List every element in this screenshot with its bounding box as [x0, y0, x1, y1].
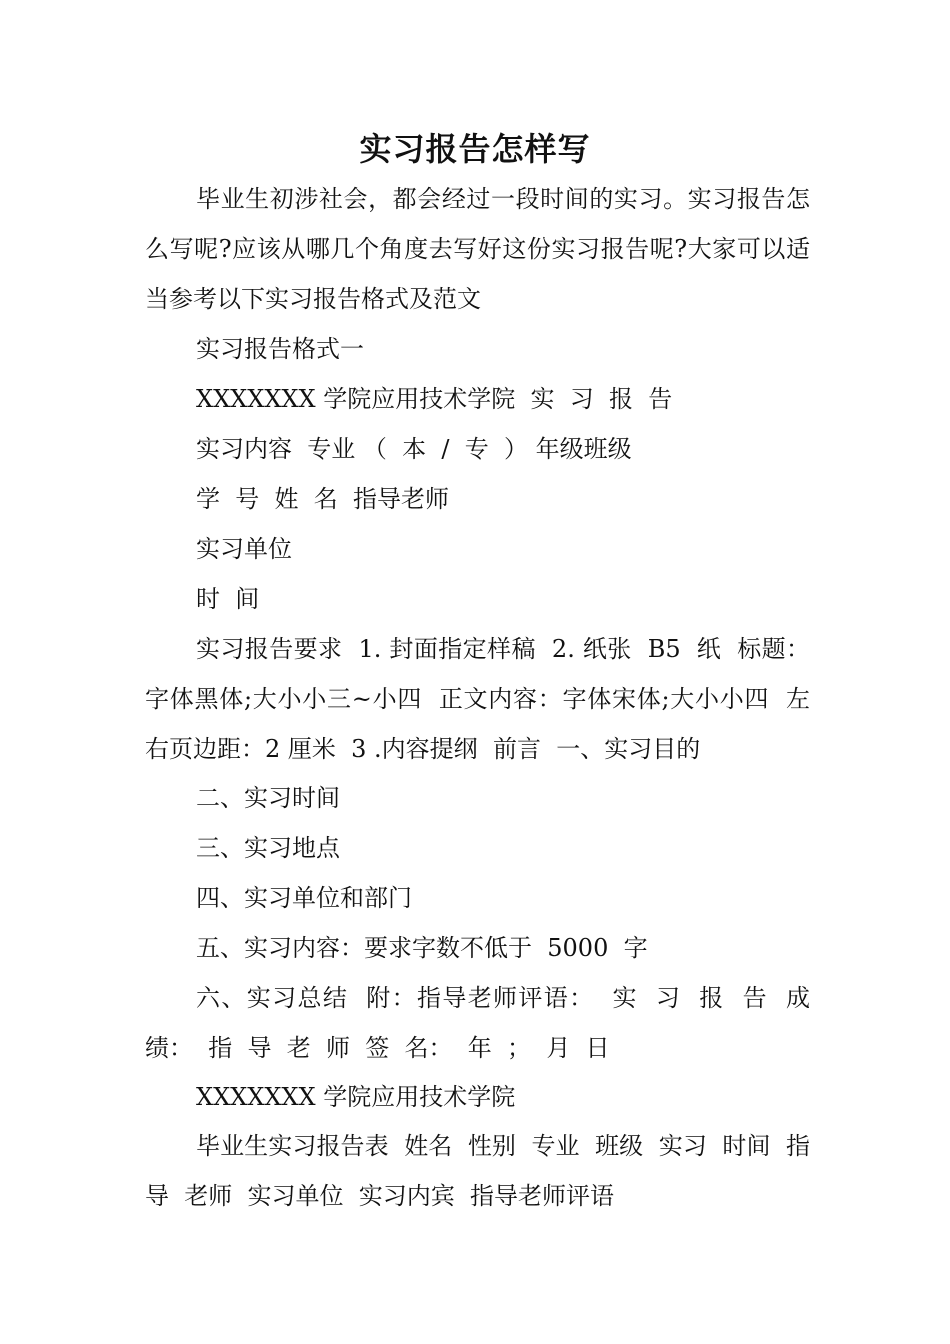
- paragraph-report-table: 毕业生实习报告表 姓名 性别 专业 班级 实习 时间 指导 老师 实习单位 实习内宾 指导老师评语: [145, 1132, 810, 1210]
- paragraph-item-unit: 四、实习单位和部门: [196, 884, 412, 912]
- paragraph-intro: 毕业生初涉社会，都会经过一段时间的实习。实习报告怎么写呢?应该从哪几个角度去写好这份实习报告呢?大家可以适当参考以下实习报告格式及范文: [145, 185, 810, 313]
- paragraph-cover-time: 时 间: [196, 585, 260, 613]
- paragraph-cover-student: 学 号 姓 名 指导老师: [196, 485, 450, 513]
- paragraph-cover-college: XXXXXXX 学院应用技术学院 实 习 报 告: [196, 385, 673, 413]
- paragraph-item-content: 五、实习内容：要求字数不低于 5000 字: [196, 934, 648, 962]
- paragraph-college: XXXXXXX 学院应用技术学院: [196, 1083, 516, 1111]
- paragraph-cover-content: 实习内容 专业 （ 本 / 专 ） 年级班级: [196, 435, 632, 463]
- document-title: 实习报告怎样写: [359, 130, 591, 168]
- paragraph-format-heading: 实习报告格式一: [196, 335, 364, 363]
- paragraph-item-location: 三、实习地点: [196, 834, 340, 862]
- paragraph-item-time: 二、实习时间: [196, 784, 340, 812]
- paragraph-requirements: 实习报告要求 1. 封面指定样稿 2. 纸张 B5 纸 标题：字体黑体;大小小三~小四 正文内容：字体宋体;大小小四 左右页边距：2 厘米 3 .内容提纲 前言 一、实习目的: [145, 635, 810, 763]
- paragraph-item-summary: 六、实习总结 附：指导老师评语： 实 习 报 告 成绩： 指 导 老 师 签 名： 年 ； 月 日: [145, 984, 810, 1062]
- paragraph-cover-unit: 实习单位: [196, 535, 292, 563]
